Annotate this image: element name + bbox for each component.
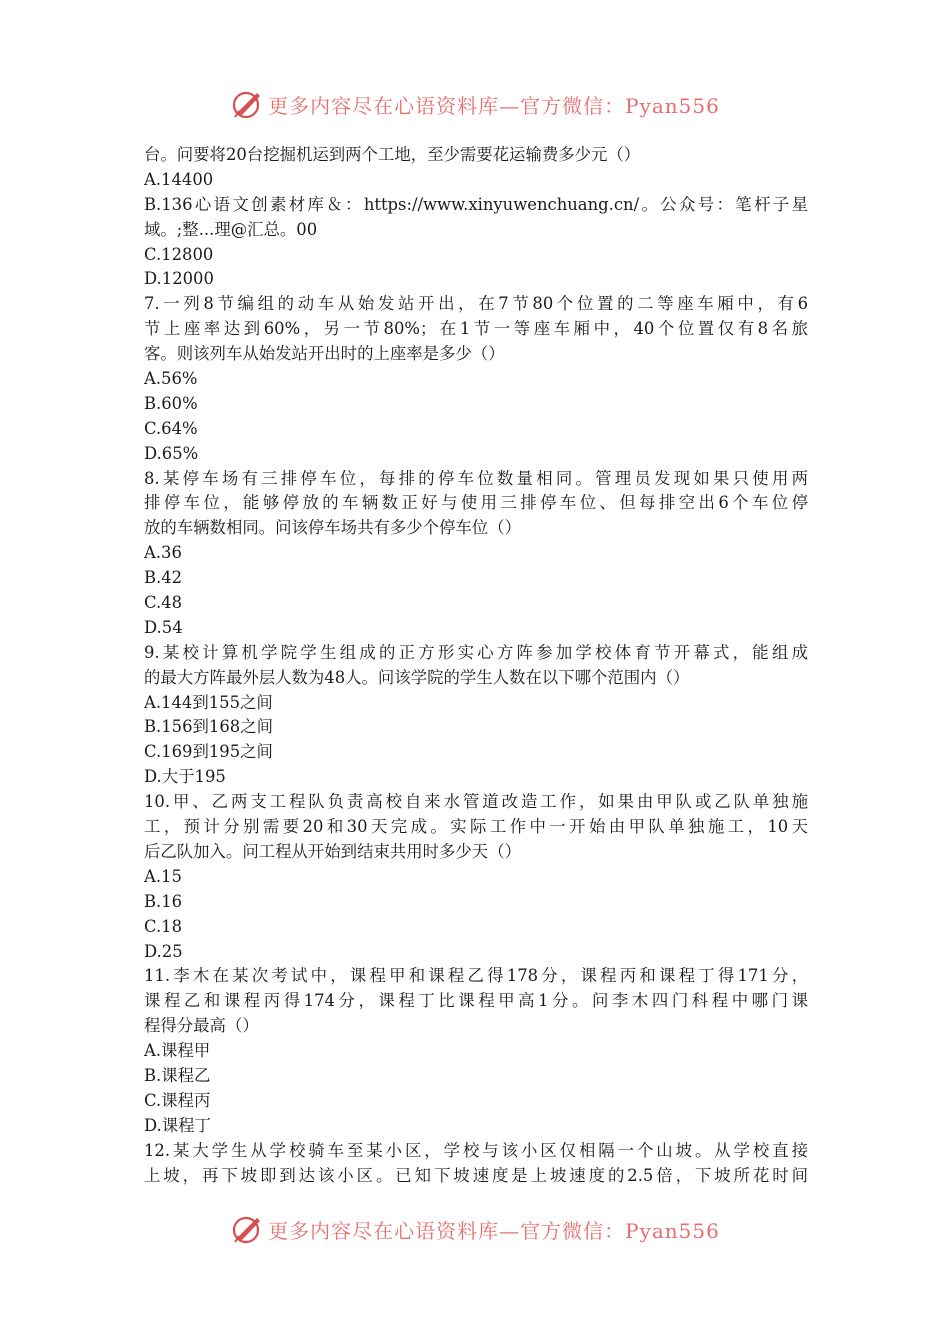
text-line: 后乙队加入。问工程从开始到结束共用时多少天（） — [144, 841, 521, 861]
text-line: C.169到195之间 — [144, 742, 273, 762]
text-line: 课程乙和课程丙得174分，课程丁比课程甲高1分。问李木四门科程中哪门课 — [144, 991, 808, 1011]
text-line: 放的车辆数相同。问该停车场共有多少个停车位（） — [144, 518, 521, 538]
text-line: D.25 — [144, 941, 183, 961]
text-line: C.48 — [144, 593, 183, 613]
text-line: B.42 — [144, 568, 183, 588]
quill-logo-icon — [230, 87, 264, 121]
text-line: 工，预计分别需要20和30天完成。实际工作中一开始由甲队单独施工，10天 — [144, 817, 808, 837]
text-line: 10.甲、乙两支工程队负责高校自来水管道改造工作，如果由甲队或乙队单独施 — [144, 792, 808, 812]
text-line: B.156到168之间 — [144, 717, 273, 737]
text-line: A.36 — [144, 543, 182, 563]
text-line: D.大于195 — [144, 767, 226, 787]
footer-banner — [0, 1207, 950, 1251]
text-line: A.14400 — [144, 169, 214, 189]
document-body — [144, 143, 808, 1188]
text-line: 台。问要将20台挖掘机运到两个工地，至少需要花运输费多少元（） — [144, 145, 641, 164]
header-banner — [0, 82, 950, 126]
text-line: D.课程丁 — [144, 1115, 211, 1135]
text-line: 排停车位，能够停放的车辆数正好与使用三排停车位、但每排空出6个车位停 — [144, 493, 808, 513]
text-line: 节上座率达到60%，另一节80%；在1节一等座车厢中，40个位置仅有8名旅 — [144, 319, 808, 339]
footer-banner-text: 更多内容尽在心语资料库—官方微信：Pyan556 — [268, 1218, 720, 1243]
text-line: B.课程乙 — [144, 1065, 211, 1085]
text-line: B.136心语文创素材库＆：https://www.xinyuwenchuang.cn/。公众号：笔杆子星 — [144, 194, 808, 214]
text-line: 程得分最高（） — [144, 1016, 259, 1036]
text-line: 11.李木在某次考试中，课程甲和课程乙得178分，课程丙和课程丁得171分， — [144, 966, 808, 986]
text-line: C.课程丙 — [144, 1090, 211, 1110]
text-line: D.12000 — [144, 269, 214, 289]
text-line: 7.一列8节编组的动车从始发站开出，在7节80个位置的二等座车厢中，有6 — [144, 294, 808, 314]
text-line: A.15 — [144, 866, 182, 886]
text-line: B.16 — [144, 891, 183, 911]
text-line: D.54 — [144, 617, 183, 637]
text-line: 域。;整...理@汇总。00 — [144, 219, 318, 239]
text-line: 8.某停车场有三排停车位，每排的停车位数量相同。管理员发现如果只使用两 — [144, 468, 808, 488]
text-line: A.144到155之间 — [144, 692, 273, 712]
text-line: 上坡，再下坡即到达该小区。已知下坡速度是上坡速度的2.5倍，下坡所花时间 — [144, 1165, 808, 1185]
text-line: 9.某校计算机学院学生组成的正方形实心方阵参加学校体育节开幕式，能组成 — [144, 642, 808, 662]
text-line: B.60% — [144, 393, 198, 413]
text-line: D.65% — [144, 443, 199, 463]
text-line: A.课程甲 — [144, 1041, 211, 1061]
text-line: C.12800 — [144, 244, 214, 264]
text-line: A.56% — [144, 369, 198, 389]
quill-logo-icon — [230, 1212, 264, 1246]
text-line: C.64% — [144, 418, 198, 438]
text-line: 的最大方阵最外层人数为48人。问该学院的学生人数在以下哪个范围内（） — [144, 667, 690, 687]
text-line: C.18 — [144, 916, 183, 936]
text-line: 客。则该列车从始发站开出时的上座率是多少（） — [144, 344, 505, 364]
text-line: 12.某大学生从学校骑车至某小区，学校与该小区仅相隔一个山坡。从学校直接 — [144, 1140, 808, 1160]
header-banner-text: 更多内容尽在心语资料库—官方微信：Pyan556 — [268, 93, 720, 118]
